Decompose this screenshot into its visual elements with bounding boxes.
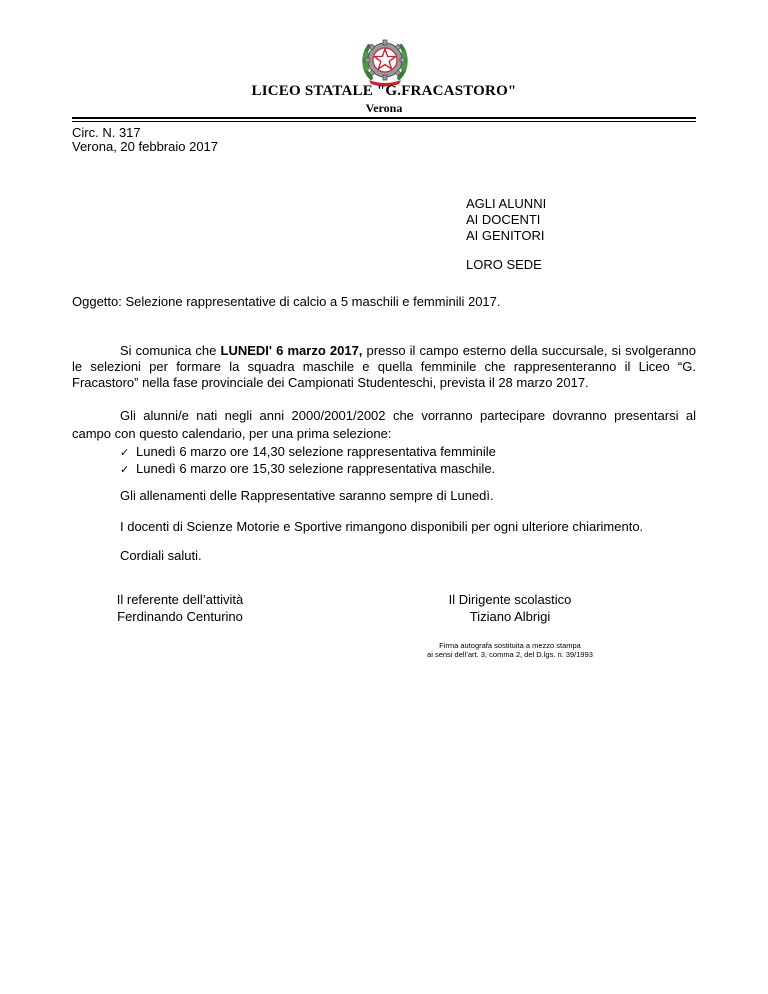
circular-date: Verona, 20 febbraio 2017	[72, 139, 219, 154]
circular-number: Circ. N. 317	[72, 125, 141, 140]
school-city: Verona	[365, 101, 403, 115]
intro-date: LUNEDI' 6 marzo 2017,	[220, 343, 363, 358]
subject-line: Oggetto: Selezione rappresentative di calcio a 5 maschili e femminili 2017.	[72, 294, 501, 309]
schedule-item-text: Lunedì 6 marzo ore 14,30 selezione rappresentativa femminile	[136, 444, 496, 459]
intro-paragraph	[72, 343, 696, 391]
schedule-item-text: Lunedì 6 marzo ore 15,30 selezione rappresentativa maschile.	[136, 461, 496, 476]
school-name: LICEO STATALE "G.FRACASTORO"	[251, 83, 517, 99]
schedule-item	[120, 444, 496, 461]
signature-role: Il Dirigente scolastico	[448, 592, 572, 607]
recipients-sede: LORO SEDE	[466, 257, 542, 272]
checkmark-icon: ✓	[120, 446, 130, 459]
signature-referent	[100, 591, 260, 625]
signature-legal-note	[390, 641, 630, 659]
signature-role: Il referente dell’attività	[116, 592, 244, 607]
teachers-note: I docenti di Scienze Motorie e Sportive rimangono disponibili per ogni ulteriore chiarimento.	[120, 519, 644, 534]
signature-name: Ferdinando Centurino	[117, 609, 243, 624]
schedule-item	[120, 461, 496, 478]
intro-text-end: presso il campo esterno della succursale, si svolgeranno le selezioni per formare la squadra maschile e quella femminile che rappresenteranno il Liceo “G. Fracastoro” nella fase provinciale dei Campionati Studenteschi, prevista il 28 marzo 2017.	[72, 343, 696, 390]
legal-note-line: ai sensi dell’art. 3, comma 2, del D.lgs. n. 39/1993	[427, 650, 593, 659]
legal-note-line: Firma autografa sostituita a mezzo stampa	[439, 641, 581, 650]
recipient-line: AI DOCENTI	[466, 212, 541, 227]
recipient-line: AGLI ALUNNI	[466, 196, 547, 211]
header-divider-thin	[72, 121, 696, 122]
italian-republic-emblem-icon	[357, 32, 413, 88]
header-divider	[72, 117, 696, 119]
students-paragraph: Gli alunni/e nati negli anni 2000/2001/2002 che vorranno partecipare dovranno presentarsi al campo con questo calendario, per una prima selezione:	[72, 408, 696, 441]
checkmark-icon: ✓	[120, 463, 130, 476]
recipients-block	[466, 196, 546, 244]
recipient-line: AI GENITORI	[466, 228, 545, 243]
signature-principal	[420, 591, 600, 625]
signature-name: Tiziano Albrigi	[469, 609, 551, 624]
schedule-list	[120, 444, 496, 478]
intro-text-start: Si comunica che	[120, 343, 221, 358]
training-note: Gli allenamenti delle Rappresentative saranno sempre di Lunedì.	[120, 488, 494, 503]
greetings: Cordiali saluti.	[120, 548, 202, 563]
